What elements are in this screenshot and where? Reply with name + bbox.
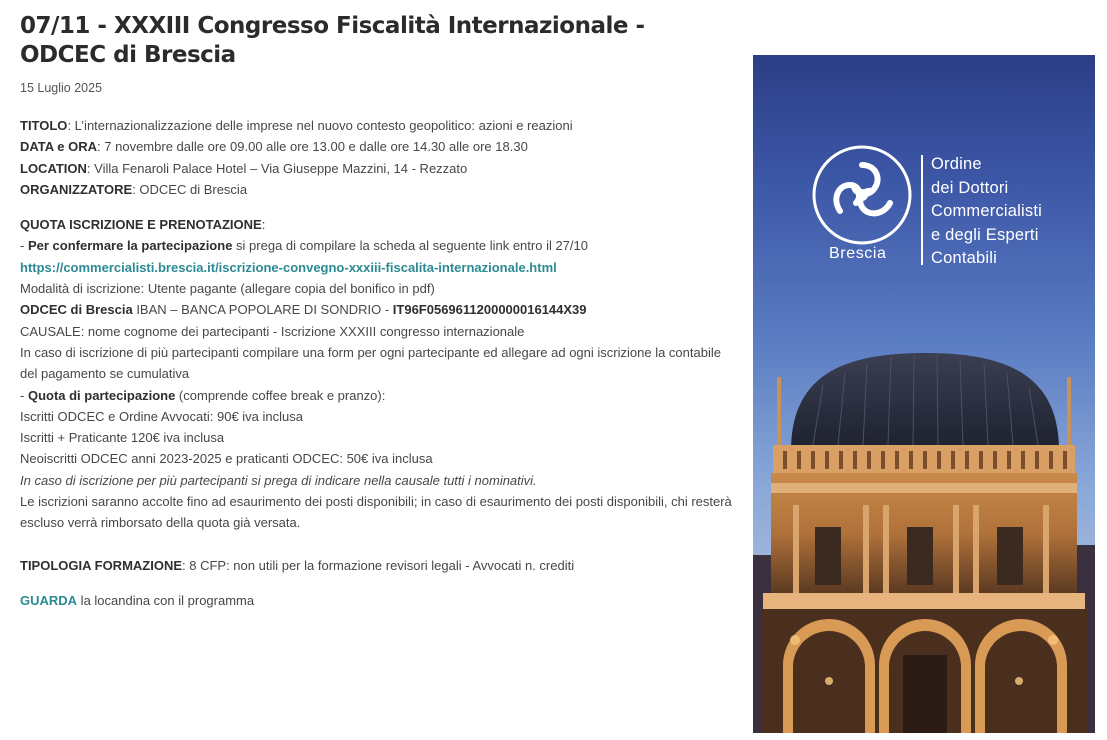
org-line-1: Ordine [931,155,982,173]
conferma-bold: Per confermare la partecipazione [27,238,233,254]
data-ora-label: DATA e ORA [20,139,98,155]
quota-part-bold: Quota di partecipazione [27,387,176,403]
organizzatore-line [20,179,732,200]
tipologia-value: : 8 CFP: non utili per la formazione revisori legali - Avvocati n. crediti [182,557,575,573]
registration-link[interactable]: https://commercialisti.brescia.it/iscrizione-convegno-xxxiii-fiscalita-internazionale.html [20,259,557,275]
publish-date: 15 Luglio 2025 [20,81,103,95]
titolo-value: : L’internazionalizzazione delle imprese nel nuovo contesto geopolitico: azioni e reazioni [67,118,573,133]
conferma-prefix: - [20,238,28,254]
conferma-line [20,235,732,256]
logo-divider [921,155,923,265]
price-line-2: Iscritti + Praticante 120€ iva inclusa [20,430,225,446]
titolo-line [20,115,732,136]
org-line-4: e degli Esperti [931,225,1039,244]
org-line-3: Commercialisti [931,202,1042,220]
italic-note: In caso di iscrizione per più partecipanti si prega di indicare nella causale tutti i nominativi. [20,472,537,488]
location-label: LOCATION [20,160,87,176]
article-body [20,115,732,611]
guarda-line [20,590,732,611]
registration-link-line [20,257,732,278]
conferma-text: si prega di compilare la scheda al seguente link entro il 27/10 [232,238,588,254]
posti-note: Le iscrizioni saranno accolte fino ad esaurimento dei posti disponibili; in caso di esaurimento dei posti disponibili, chi resterà escluso verrà rimborsato della quota già versata. [20,494,732,531]
location-value: : Villa Fenaroli Palace Hotel – Via Giuseppe Mazzini, 14 - Rezzato [86,160,468,176]
poster-org-name [931,153,1042,271]
org-line-2: dei Dottori [931,178,1009,197]
quota-heading: QUOTA ISCRIZIONE E PRENOTAZIONE [20,217,262,233]
poster-city: Brescia [829,245,887,262]
multi-iscrizione-line: In caso di iscrizione di più partecipanti compilare una form per ogni partecipante ed allegare ad ogni iscrizione la contabile del pagamento se cumulativa [20,344,721,382]
data-ora-line [20,136,732,157]
page-title: 07/11 - XXXIII Congresso Fiscalità Internazionale - ODCEC di Brescia [20,13,645,68]
causale-line: CAUSALE: nome cognome dei partecipanti - Iscrizione XXXIII congresso internazionale [20,323,525,339]
data-ora-value: : 7 novembre dalle ore 09.00 alle ore 13.00 e dalle ore 14.30 alle ore 18.30 [97,139,528,155]
article [20,12,732,611]
iban-code: IT96F0569611200000016144X39 [392,302,587,318]
location-line [20,158,732,179]
iban-text: IBAN – BANCA POPOLARE DI SONDRIO - [132,302,393,318]
quota-part-prefix: - [20,387,28,403]
tipologia-line [20,555,732,576]
odcec-logo-icon [810,143,914,247]
price-line-1: Iscritti ODCEC e Ordine Avvocati: 90€ iva inclusa [20,408,303,424]
iban-line [20,299,732,320]
quota-heading-line [20,214,732,235]
guarda-text: la locandina con il programma [77,592,255,608]
titolo-label: TITOLO [20,118,68,133]
org-line-5: Contabili [931,249,998,267]
tipologia-label: TIPOLOGIA FORMAZIONE [20,557,183,573]
event-poster[interactable] [753,55,1095,733]
organizzatore-label: ORGANIZZATORE [20,181,133,197]
price-line-3: Neoiscritti ODCEC anni 2023-2025 e praticanti ODCEC: 50€ iva inclusa [20,451,433,467]
guarda-link[interactable]: GUARDA [20,592,78,608]
modalita-line: Modalità di iscrizione: Utente pagante (allegare copia del bonifico in pdf) [20,281,435,297]
palazzo-loggia-image [753,55,1095,733]
quota-heading-suffix: : [261,217,266,233]
organizzatore-value: : ODCEC di Brescia [132,181,248,197]
iban-bold: ODCEC di Brescia [20,302,133,318]
quota-part-text: (comprende coffee break e pranzo): [175,387,386,403]
quota-partecipazione-line [20,385,732,406]
